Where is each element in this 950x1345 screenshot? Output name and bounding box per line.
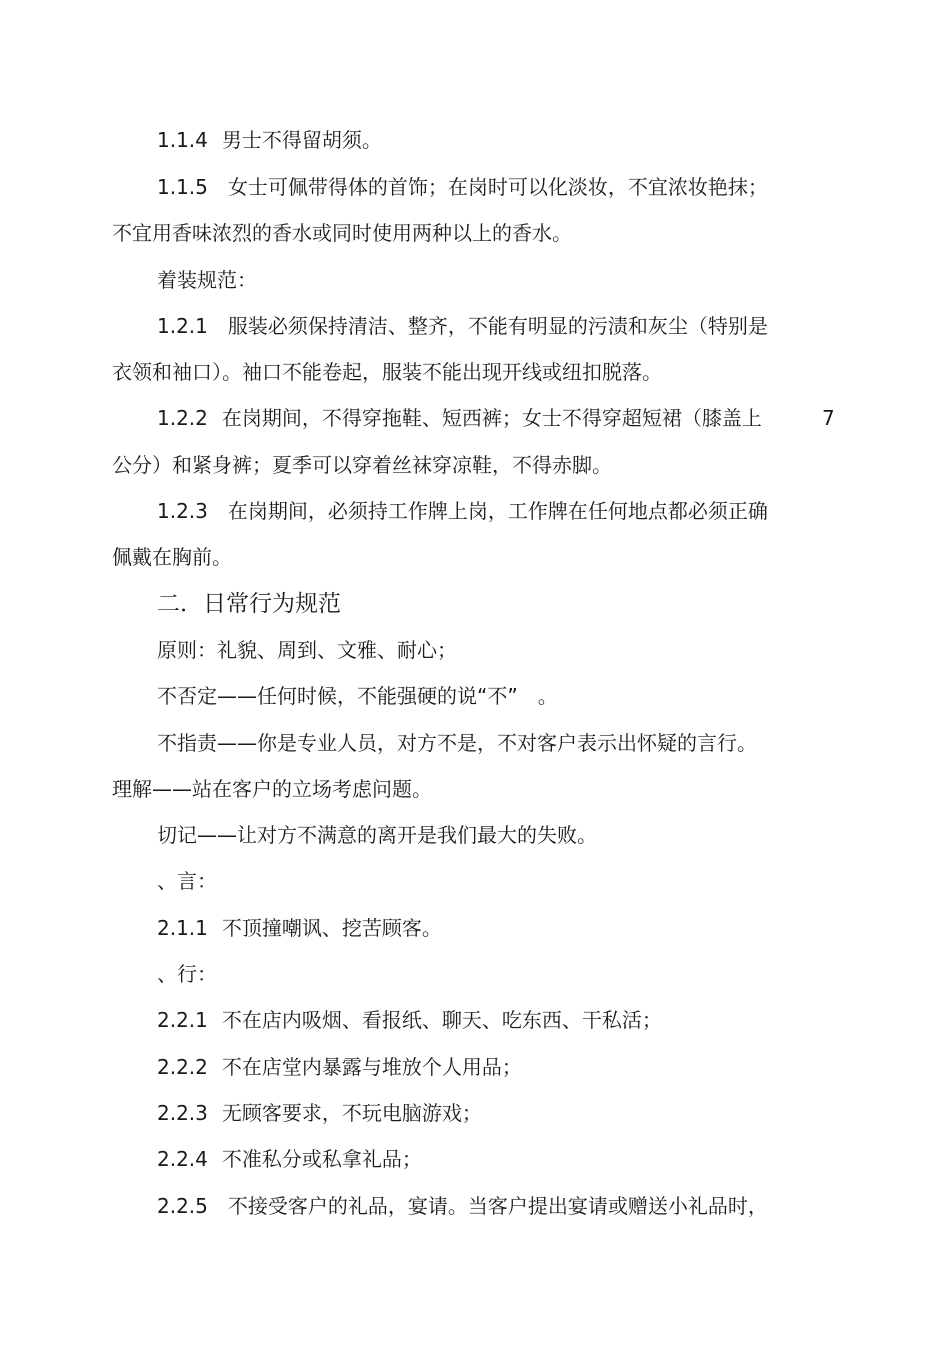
- clause-number: 2.2.2: [157, 1055, 208, 1079]
- paragraph-2-2-4: [157, 1145, 422, 1173]
- principle-understanding: 理解——站在客户的立场考虑问题。: [112, 777, 432, 801]
- clause-text: 在岗期间，必须持工作牌上岗，工作牌在任何地点都必须正确: [227, 499, 768, 523]
- clause-number: 2.1.1: [157, 916, 208, 940]
- clause-number: 2.2.4: [157, 1147, 208, 1171]
- clause-text: 不准私分或私拿礼品；: [221, 1147, 422, 1171]
- clause-text: 男士不得留胡须。: [221, 128, 382, 152]
- paragraph-1-2-1: [157, 312, 768, 340]
- subheading-speech: 、言：: [157, 869, 217, 893]
- clause-text: 不在店内吸烟、看报纸、聊天、吃东西、干私活；: [221, 1008, 662, 1032]
- clause-number: 1.1.5: [157, 175, 208, 199]
- clause-text: 不顶撞嘲讽、挖苦顾客。: [221, 916, 442, 940]
- clause-number: 1.2.3: [157, 499, 208, 523]
- clause-text: 女士可佩带得体的首饰；在岗时可以化淡妆，不宜浓妆艳抹；: [227, 175, 768, 199]
- clause-text: 服装必须保持清洁、整齐，不能有明显的污渍和灰尘（特别是: [227, 314, 768, 338]
- paragraph-2-2-1: [157, 1006, 662, 1034]
- clause-text: 不在店堂内暴露与堆放个人用品；: [221, 1055, 522, 1079]
- paragraph-2-2-2: [157, 1053, 522, 1081]
- paragraph-2-2-3: [157, 1099, 482, 1127]
- subheading-conduct: 、行：: [157, 962, 217, 986]
- paragraph-1-1-4: [157, 126, 382, 154]
- paragraph-1-2-2: [157, 404, 762, 432]
- section-heading: 二．日常行为规范: [157, 591, 341, 617]
- clause-text: 不接受客户的礼品，宴请。当客户提出宴请或赠送小礼品时，: [227, 1194, 768, 1218]
- paragraph-1-2-3: [157, 497, 768, 525]
- principle-no-blame: 不指责——你是专业人员，对方不是，不对客户表示出怀疑的言行。: [157, 731, 757, 755]
- paragraph-continuation: 佩戴在胸前。: [112, 545, 232, 569]
- paragraph-continuation: 衣领和袖口）。袖口不能卷起，服装不能出现开线或纽扣脱落。: [112, 360, 662, 384]
- principle-remember: 切记——让对方不满意的离开是我们最大的失败。: [157, 823, 597, 847]
- clause-text: 在岗期间，不得穿拖鞋、短西裤；女士不得穿超短裙（膝盖上: [221, 406, 762, 430]
- paragraph-continuation: 公分）和紧身裤；夏季可以穿着丝袜穿凉鞋，不得赤脚。: [112, 453, 612, 477]
- clause-number: 2.2.3: [157, 1101, 208, 1125]
- principle-line: 原则：礼貌、周到、文雅、耐心；: [157, 638, 457, 662]
- principle-no-denial: 不否定——任何时候，不能强硬的说“不” 。: [157, 684, 558, 708]
- margin-number: 7: [822, 406, 835, 430]
- paragraph-1-1-5: [157, 173, 768, 201]
- clause-number: 2.2.5: [157, 1194, 208, 1218]
- subheading-dress-code: 着装规范：: [157, 268, 257, 292]
- paragraph-2-1-1: [157, 914, 442, 942]
- clause-text: 无顾客要求，不玩电脑游戏；: [221, 1101, 482, 1125]
- clause-number: 1.2.1: [157, 314, 208, 338]
- clause-number: 1.1.4: [157, 128, 208, 152]
- clause-number: 2.2.1: [157, 1008, 208, 1032]
- paragraph-2-2-5: [157, 1192, 768, 1220]
- clause-number: 1.2.2: [157, 406, 208, 430]
- paragraph-continuation: 不宜用香味浓烈的香水或同时使用两种以上的香水。: [112, 221, 572, 245]
